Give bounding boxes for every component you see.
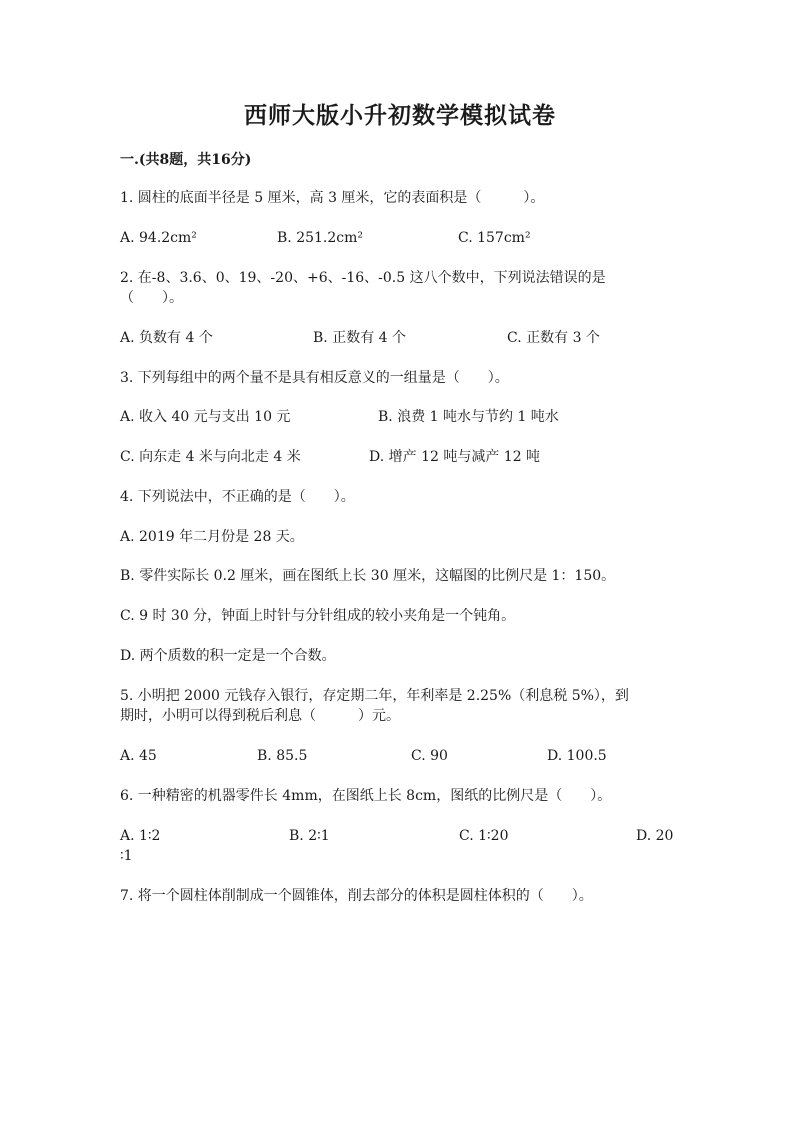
q4-option-b: B. 零件实际长 0.2 厘米，画在图纸上长 30 厘米，这幅图的比例尺是 1：150。 — [120, 568, 616, 584]
section-header: 一.(共8题，共16分) — [120, 152, 252, 168]
question-5-stem-cont: 期时，小明可以得到税后利息（ ）元。 — [120, 708, 400, 724]
q3-option-d: D. 增产 12 吨与减产 12 吨 — [369, 449, 541, 465]
q1-option-b: B. 251.2cm² — [277, 230, 363, 246]
q4-option-d: D. 两个质数的积一定是一个合数。 — [120, 648, 336, 664]
q6-option-b: B. 2∶1 — [289, 828, 330, 844]
q6-option-c: C. 1∶20 — [459, 828, 509, 844]
q3-option-b: B. 浪费 1 吨水与节约 1 吨水 — [378, 409, 559, 425]
q3-option-a: A. 收入 40 元与支出 10 元 — [120, 409, 291, 425]
q5-option-b: B. 85.5 — [257, 748, 308, 764]
q5-option-c: C. 90 — [411, 748, 448, 764]
question-2-stem: 2. 在-8、3.6、0、19、-20、+6、-16、-0.5 这八个数中，下列说法错误的是 — [120, 270, 606, 286]
question-7-stem: 7. 将一个圆柱体削制成一个圆锥体，削去部分的体积是圆柱体积的（ ）。 — [120, 888, 593, 904]
q6-option-a: A. 1∶2 — [120, 828, 161, 844]
q1-option-c: C. 157cm² — [458, 230, 531, 246]
question-3-stem: 3. 下列每组中的两个量不是具有相反意义的一组量是（ ）。 — [120, 370, 509, 386]
page-title: 西师大版小升初数学模拟试卷 — [244, 102, 556, 129]
question-2-stem-cont: （ ）。 — [120, 290, 183, 306]
q1-option-a: A. 94.2cm² — [120, 230, 197, 246]
q5-option-d: D. 100.5 — [547, 748, 607, 764]
q4-option-a: A. 2019 年二月份是 28 天。 — [120, 529, 304, 545]
q2-option-a: A. 负数有 4 个 — [120, 330, 213, 346]
q5-option-a: A. 45 — [120, 748, 157, 764]
q6-option-d: D. 20 — [636, 828, 674, 844]
q6-option-d-cont: ∶1 — [120, 848, 133, 864]
q2-option-c: C. 正数有 3 个 — [507, 330, 600, 346]
question-1-stem: 1. 圆柱的底面半径是 5 厘米，高 3 厘米，它的表面积是（ ）。 — [120, 190, 545, 206]
q3-option-c: C. 向东走 4 米与向北走 4 米 — [120, 449, 301, 465]
q4-option-c: C. 9 时 30 分，钟面上时针与分针组成的较小夹角是一个钝角。 — [120, 608, 516, 624]
question-5-stem: 5. 小明把 2000 元钱存入银行，存定期二年，年利率是 2.25%（利息税 5%），到 — [120, 688, 629, 704]
q2-option-b: B. 正数有 4 个 — [313, 330, 406, 346]
question-4-stem: 4. 下列说法中，不正确的是（ ）。 — [120, 489, 355, 505]
question-6-stem: 6. 一种精密的机器零件长 4mm，在图纸上长 8cm，图纸的比例尺是（ ）。 — [120, 788, 612, 804]
